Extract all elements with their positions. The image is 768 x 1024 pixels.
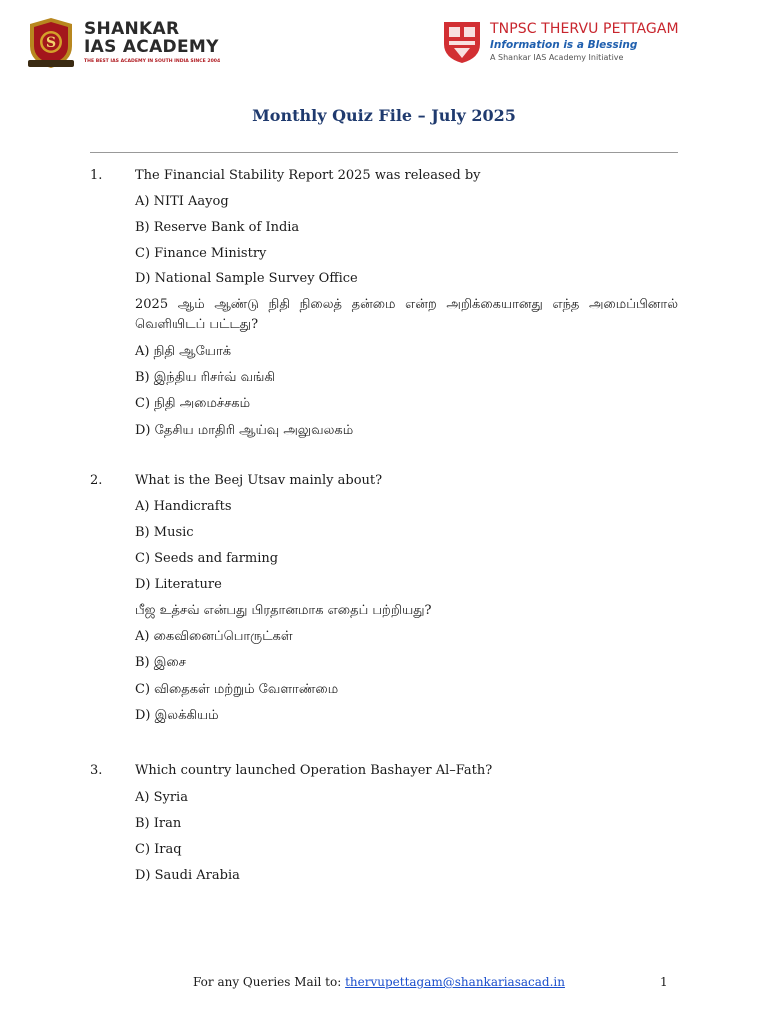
option-b-tamil: B) இந்திய ரிசர்வ் வங்கி: [135, 370, 276, 385]
page-number: 1: [660, 975, 668, 989]
option-b-tamil: B) இசை: [135, 655, 186, 670]
question-number: 2.: [90, 473, 103, 488]
option-c: C) Seeds and farming: [135, 551, 279, 566]
footer-label: For any Queries Mail to:: [193, 975, 346, 989]
shankar-ias-logo: [24, 16, 244, 74]
question-text-tamil: 2025 ஆம் ஆண்டு நிதி நிலைத் தன்மை என்ற அறிக்கையானது எந்த அமைப்பினால் வெளியிடப் பட்டது?: [135, 297, 678, 332]
question-number: 3.: [90, 763, 103, 778]
right-brand-title: TNPSC THERVU PETTAGAM: [490, 21, 679, 37]
left-brand-text: [84, 20, 220, 64]
page-header: [0, 0, 768, 80]
tnpsc-thervu-pettagam-logo: [442, 18, 742, 68]
option-a: A) Handicrafts: [135, 499, 232, 514]
option-d: D) Saudi Arabia: [135, 868, 240, 883]
option-c: C) Iraq: [135, 842, 182, 857]
question-number: 1.: [90, 168, 103, 183]
question-text: What is the Beej Utsav mainly about?: [135, 473, 383, 488]
footer-contact: [193, 974, 565, 990]
page-title: Monthly Quiz File – July 2025: [252, 106, 516, 125]
right-brand-slogan: Information is a Blessing: [490, 39, 638, 51]
option-b: B) Reserve Bank of India: [135, 220, 300, 235]
brand-tagline: THE BEST IAS ACADEMY IN SOUTH INDIA SINCE 2004: [84, 59, 221, 64]
option-b: B) Iran: [135, 816, 182, 831]
academy-seal-icon: [24, 16, 78, 70]
option-a: A) NITI Aayog: [135, 194, 229, 209]
option-a-tamil: A) கைவினைப்பொருட்கள்: [135, 629, 293, 644]
option-b: B) Music: [135, 525, 194, 540]
brand-name-line1: SHANKAR: [84, 19, 180, 39]
pettagam-crest-icon: [442, 18, 482, 64]
option-d: D) Literature: [135, 577, 222, 592]
brand-name-line2: IAS ACADEMY: [84, 37, 219, 57]
right-brand-subtitle: A Shankar IAS Academy Initiative: [490, 53, 624, 62]
question-text: The Financial Stability Report 2025 was released by: [135, 168, 481, 183]
option-a: A) Syria: [135, 790, 188, 805]
title-divider: [90, 152, 678, 153]
footer-email-link[interactable]: thervupettagam@shankariasacad.in: [345, 975, 565, 989]
option-c: C) Finance Ministry: [135, 246, 267, 261]
option-d-tamil: D) இலக்கியம்: [135, 708, 219, 723]
page-footer: [0, 974, 768, 992]
option-d-tamil: D) தேசிய மாதிரி ஆய்வு அலுவலகம்: [135, 423, 354, 438]
question-text-tamil: பீஜ உத்சவ் என்பது பிரதானமாக எதைப் பற்றியது?: [135, 603, 432, 618]
svg-text:S: S: [45, 35, 57, 51]
option-a-tamil: A) நிதி ஆயோக்: [135, 344, 232, 359]
option-d: D) National Sample Survey Office: [135, 271, 358, 286]
option-c-tamil: C) விதைகள் மற்றும் வேளாண்மை: [135, 682, 339, 697]
question-text: Which country launched Operation Bashayer Al–Fath?: [135, 763, 493, 778]
right-brand-text: [490, 21, 679, 63]
option-c-tamil: C) நிதி அமைச்சகம்: [135, 396, 251, 411]
